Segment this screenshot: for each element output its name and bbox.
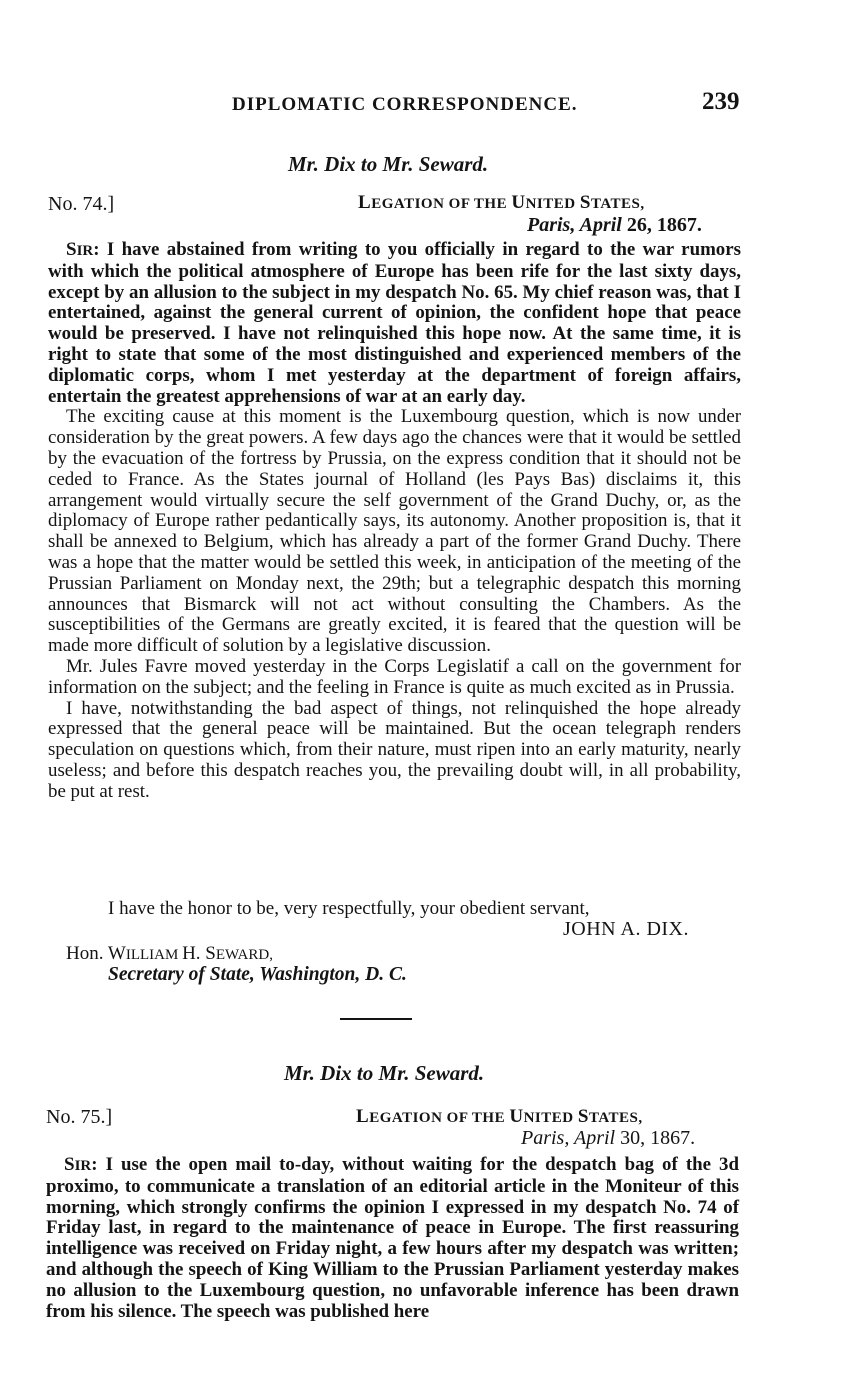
signature: JOHN A. DIX.: [563, 918, 689, 940]
paragraph: SIR: I have abstained from writing to you officially in regard to the war rumors with which the political atmosphere of Europe has been rife for the last sixty days, except by an allusion to the subject in my despatch No. 65. My chief reason was, that I entertained, against the general current of opinion, the confident hope that peace would be preserved. I have not relinquished this hope now. At the same time, it is right to state that some of the most distinguished and experienced members of the diplomatic corps, whom I met yesterday at the department of foreign affairs, entertain the greatest apprehensions of war at an early day.: [48, 239, 741, 407]
legation-line: LEGATION OF THE UNITED STATES,: [356, 1106, 643, 1127]
despatch-number: No. 74.]: [48, 193, 115, 215]
letter-heading: Mr. Dix to Mr. Seward.: [288, 152, 489, 176]
letter-body: [48, 240, 741, 803]
running-header-title: DIPLOMATIC CORRESPONDENCE.: [232, 94, 578, 115]
despatch-number: No. 75.]: [46, 1106, 113, 1128]
letter-heading: Mr. Dix to Mr. Seward.: [284, 1061, 485, 1085]
page-number: 239: [702, 88, 740, 115]
dateline: Paris, April 26, 1867.: [527, 214, 702, 236]
paragraph: Mr. Jules Favre moved yesterday in the Corps Legislatif a call on the government for information on the subject; and the feeling in France is quite as much excited as in Prussia.: [48, 655, 741, 698]
addressee-title: Secretary of State, Washington, D. C.: [108, 964, 407, 985]
paragraph: SIR: I use the open mail to-day, without waiting for the despatch bag of the 3d proximo, to communicate a translation of an editorial article in the Moniteur of this morning, which strongly confirms the opinion I expressed in my despatch No. 74 of Friday last, in regard to the maintenance of peace in Europe. The first reassuring intelligence was received on Friday night, a few hours after my despatch was written; and although the speech of King William to the Prussian Parliament yesterday makes no allusion to the Luxembourg question, no unfavorable inference has been drawn from his silence. The speech was published here: [46, 1154, 739, 1322]
paragraph: The exciting cause at this moment is the Luxembourg question, which is now under consideration by the great powers. A few days ago the chances were that it would be settled by the evacuation of the fortress by Prussia, on the express condition that it should not be ceded to France. As the States journal of Holland (les Pays Bas) disclaims it, this arrangement would virtually secure the self government of the Grand Duchy, or, as the diplomacy of Europe rather pedantically says, its autonomy. Another proposition is, that it shall be annexed to Belgium, which has already a part of the former Grand Duchy. There was a hope that the matter would be settled this week, in anticipation of the meeting of the Prussian Parliament on Monday next, the 29th; but a telegraphic despatch this morning announces that Bismarck will not act without consulting the Chambers. As the susceptibilities of the Germans are greatly excited, it is feared that the question will be made more difficult of solution by a legislative discussion.: [48, 406, 741, 657]
letter-body: [46, 1155, 739, 1322]
section-divider: [340, 1018, 412, 1020]
paragraph: I have, notwithstanding the bad aspect of things, not relinquished the hope already expressed that the general peace will be maintained. But the ocean telegraph renders speculation on questions which, from their nature, must ripen into an early maturity, nearly useless; and before this despatch reaches you, the prevailing doubt will, in all probability, be put at rest.: [48, 697, 741, 802]
dateline: Paris, April 30, 1867.: [521, 1127, 696, 1149]
legation-line: LEGATION OF THE UNITED STATES,: [358, 192, 645, 213]
addressee-name: Hon. WILLIAM H. SEWARD,: [66, 943, 273, 964]
closing-line: I have the honor to be, very respectfully, your obedient servant,: [108, 898, 590, 919]
